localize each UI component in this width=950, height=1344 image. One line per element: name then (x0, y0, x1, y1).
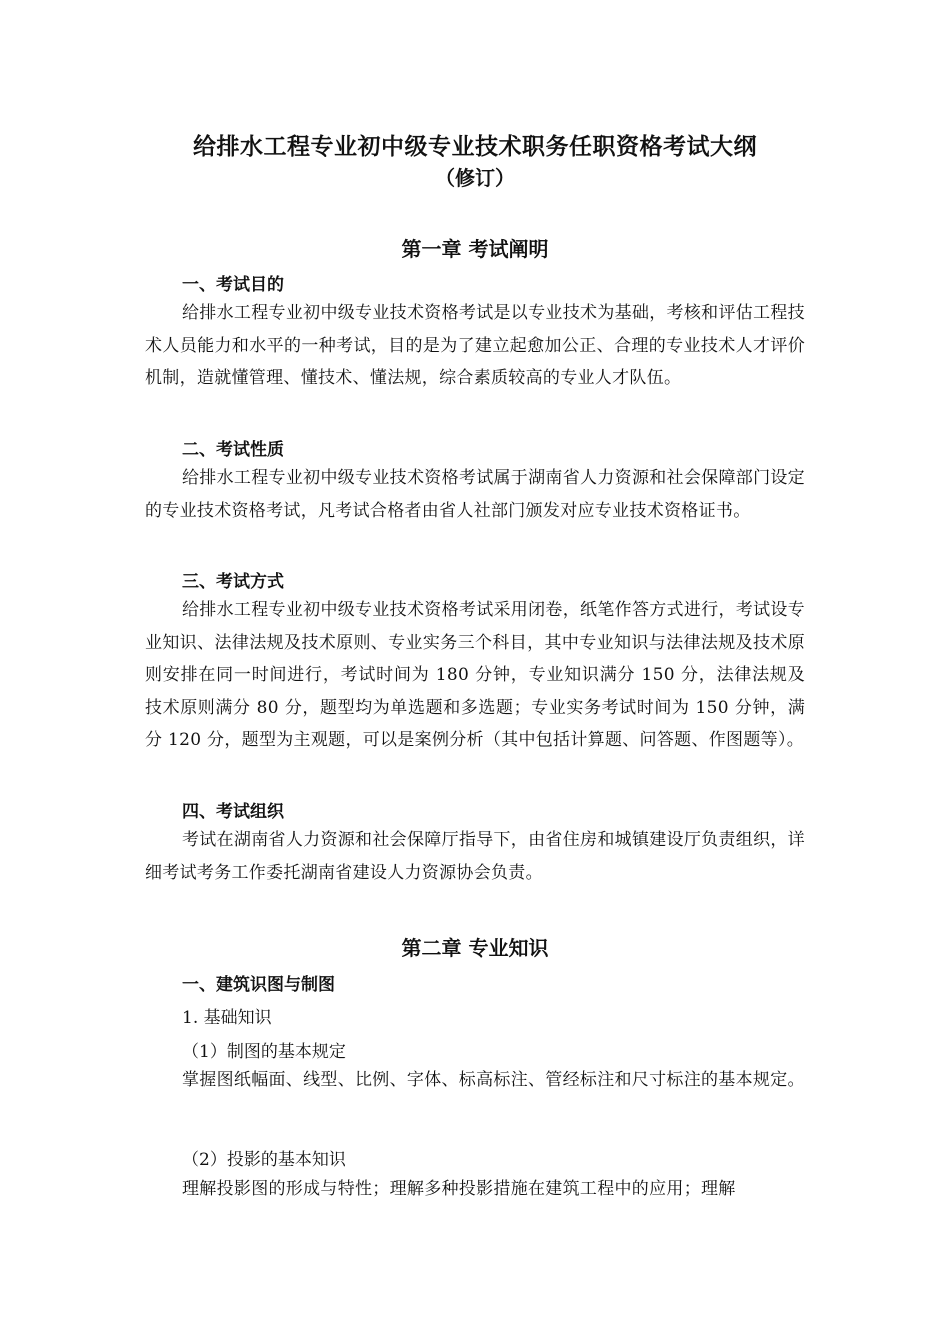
section-heading-purpose: 一、考试目的 (182, 275, 284, 295)
section-heading-nature: 二、考试性质 (182, 440, 284, 460)
chapter-1-title: 第一章 考试阐明 (401, 237, 549, 261)
document-title: 给排水工程专业初中级专业技术职务任职资格考试大纲 (193, 134, 757, 160)
section-heading-organization: 四、考试组织 (182, 802, 284, 822)
section-text-purpose: 给排水工程专业初中级专业技术资格考试是以专业技术为基础，考核和评估工程技术人员能力和水平的一种考试，目的是为了建立起愈加公正、合理的专业技术人才评价机制，造就懂管理、懂技术、懂法规，综合素质较高的专业人才队伍。 (145, 303, 805, 389)
chapter-2-title: 第二章 专业知识 (401, 936, 549, 960)
section-text-organization: 考试在湖南省人力资源和社会保障厅指导下，由省住房和城镇建设厅负责组织，详细考试考务工作委托湖南省建设人力资源协会负责。 (145, 830, 805, 883)
section-text-nature: 给排水工程专业初中级专业技术资格考试属于湖南省人力资源和社会保障部门设定的专业技术资格考试，凡考试合格者由省人社部门颁发对应专业技术资格证书。 (145, 468, 805, 521)
subitem-drawing-rules: （1）制图的基本规定 (182, 1042, 346, 1062)
text-drawing-rules: 掌握图纸幅面、线型、比例、字体、标高标注、管经标注和尺寸标注的基本规定。 (182, 1070, 805, 1090)
section-text-method: 给排水工程专业初中级专业技术资格考试采用闭卷，纸笔作答方式进行，考试设专业知识、法律法规及技术原则、专业实务三个科目，其中专业知识与法律法规及技术原则安排在同一时间进行，考试时间为 180 分钟，专业知识满分 150 分，法律法规及技术原则满分 80 分，题型均为单选题和多选题；专业实务考试时间为 150 分钟，满分 120 分，题型为主观题，可以是案例分析（其中包括计算题、问答题、作图题等）。 (145, 600, 805, 751)
item-basic-knowledge: 1. 基础知识 (182, 1008, 272, 1028)
section-heading-method: 三、考试方式 (182, 572, 284, 592)
document-subtitle: （修订） (435, 166, 515, 190)
subitem-projection: （2）投影的基本知识 (182, 1150, 346, 1170)
section-heading-drawing: 一、建筑识图与制图 (182, 975, 335, 995)
text-projection: 理解投影图的形成与特性；理解多种投影措施在建筑工程中的应用；理解 (182, 1179, 736, 1199)
